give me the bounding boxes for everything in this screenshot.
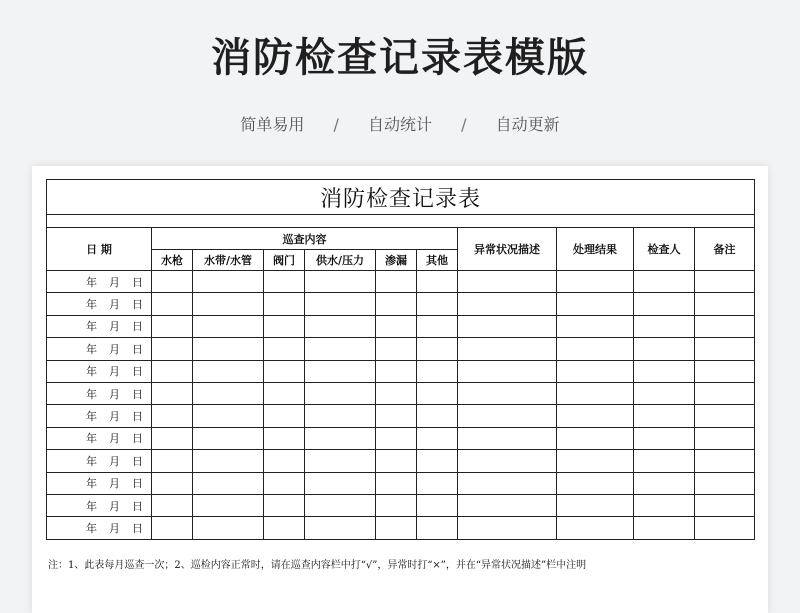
table-cell[interactable] xyxy=(376,360,417,382)
date-cell[interactable] xyxy=(47,315,152,337)
date-cell[interactable] xyxy=(47,360,152,382)
table-cell[interactable] xyxy=(264,360,305,382)
table-row xyxy=(47,338,755,360)
table-cell[interactable] xyxy=(305,271,376,293)
table-cell[interactable] xyxy=(305,450,376,472)
date-unit-month: 月 xyxy=(109,275,120,289)
inspection-record-table xyxy=(46,179,755,540)
header-date: 日 期 xyxy=(47,228,152,271)
table-cell[interactable] xyxy=(264,315,305,337)
date-unit-month: 月 xyxy=(109,387,120,401)
table-cell[interactable] xyxy=(458,494,557,516)
table-cell[interactable] xyxy=(264,472,305,494)
table-cell[interactable] xyxy=(695,494,755,516)
date-cell[interactable] xyxy=(47,405,152,427)
date-unit-day: 日 xyxy=(132,365,143,379)
table-row xyxy=(47,293,755,315)
table-cell[interactable] xyxy=(264,338,305,360)
date-unit-year: 年 xyxy=(86,275,97,289)
table-cell[interactable] xyxy=(193,427,264,449)
table-cell[interactable] xyxy=(695,382,755,404)
date-cell[interactable] xyxy=(47,472,152,494)
table-cell[interactable] xyxy=(193,382,264,404)
date-unit-year: 年 xyxy=(86,521,97,535)
table-cell[interactable] xyxy=(376,472,417,494)
date-unit-month: 月 xyxy=(109,499,120,513)
table-cell[interactable] xyxy=(376,427,417,449)
table-cell[interactable] xyxy=(634,427,695,449)
date-unit-year: 年 xyxy=(86,432,97,446)
date-unit-month: 月 xyxy=(109,298,120,312)
header-handling-result: 处理结果 xyxy=(557,228,634,271)
table-cell[interactable] xyxy=(458,338,557,360)
table-cell[interactable] xyxy=(695,517,755,539)
table-cell[interactable] xyxy=(458,360,557,382)
table-cell[interactable] xyxy=(264,271,305,293)
blank-row xyxy=(47,215,755,228)
table-cell[interactable] xyxy=(557,293,634,315)
table-cell[interactable] xyxy=(193,494,264,516)
table-cell[interactable] xyxy=(695,315,755,337)
table-cell[interactable] xyxy=(152,315,193,337)
table-row xyxy=(47,315,755,337)
date-cell[interactable] xyxy=(47,293,152,315)
feature-auto-stats: 自动统计 xyxy=(367,115,432,134)
table-row xyxy=(47,405,755,427)
table-cell[interactable] xyxy=(458,315,557,337)
table-cell[interactable] xyxy=(634,271,695,293)
table-cell[interactable] xyxy=(152,517,193,539)
header-inspection-content: 巡查内容 xyxy=(152,228,458,250)
table-cell[interactable] xyxy=(193,315,264,337)
separator: / xyxy=(461,115,467,134)
table-row xyxy=(47,472,755,494)
table-cell[interactable] xyxy=(557,315,634,337)
date-unit-year: 年 xyxy=(86,298,97,312)
table-cell[interactable] xyxy=(695,472,755,494)
date-unit-day: 日 xyxy=(132,477,143,491)
date-cell[interactable] xyxy=(47,338,152,360)
table-cell[interactable] xyxy=(305,382,376,404)
date-unit-day: 日 xyxy=(132,342,143,356)
table-cell[interactable] xyxy=(458,293,557,315)
date-unit-month: 月 xyxy=(109,521,120,535)
table-cell[interactable] xyxy=(557,472,634,494)
table-cell[interactable] xyxy=(417,293,458,315)
date-unit-day: 日 xyxy=(132,454,143,468)
date-unit-month: 月 xyxy=(109,365,120,379)
table-cell[interactable] xyxy=(695,427,755,449)
table-cell[interactable] xyxy=(557,427,634,449)
table-cell[interactable] xyxy=(264,494,305,516)
table-cell[interactable] xyxy=(264,405,305,427)
date-unit-year: 年 xyxy=(86,320,97,334)
header-inspector: 检查人 xyxy=(634,228,695,271)
table-cell[interactable] xyxy=(557,517,634,539)
table-row xyxy=(47,517,755,539)
table-cell[interactable] xyxy=(193,271,264,293)
header-other: 其他 xyxy=(417,250,458,271)
table-cell[interactable] xyxy=(193,338,264,360)
table-cell[interactable] xyxy=(634,405,695,427)
date-unit-day: 日 xyxy=(132,410,143,424)
table-cell[interactable] xyxy=(458,405,557,427)
table-cell[interactable] xyxy=(193,517,264,539)
table-cell[interactable] xyxy=(193,450,264,472)
table-cell[interactable] xyxy=(417,338,458,360)
header-valve: 阀门 xyxy=(264,250,305,271)
table-cell[interactable] xyxy=(376,450,417,472)
date-unit-year: 年 xyxy=(86,365,97,379)
table-cell[interactable] xyxy=(152,494,193,516)
date-unit-day: 日 xyxy=(132,499,143,513)
date-cell[interactable] xyxy=(47,382,152,404)
table-cell[interactable] xyxy=(417,517,458,539)
feature-tagline xyxy=(0,112,800,138)
table-cell[interactable] xyxy=(634,293,695,315)
table-cell[interactable] xyxy=(264,293,305,315)
table-cell[interactable] xyxy=(152,405,193,427)
table-cell[interactable] xyxy=(305,293,376,315)
table-cell[interactable] xyxy=(557,360,634,382)
table-cell[interactable] xyxy=(695,293,755,315)
table-cell[interactable] xyxy=(305,405,376,427)
table-cell[interactable] xyxy=(634,382,695,404)
date-unit-month: 月 xyxy=(109,432,120,446)
table-cell[interactable] xyxy=(305,315,376,337)
table-cell[interactable] xyxy=(152,450,193,472)
table-cell[interactable] xyxy=(417,315,458,337)
table-cell[interactable] xyxy=(458,517,557,539)
table-cell[interactable] xyxy=(152,382,193,404)
table-cell[interactable] xyxy=(305,427,376,449)
table-cell[interactable] xyxy=(376,382,417,404)
table-cell[interactable] xyxy=(557,382,634,404)
date-unit-year: 年 xyxy=(86,387,97,401)
date-cell[interactable] xyxy=(47,517,152,539)
table-cell[interactable] xyxy=(634,338,695,360)
table-cell[interactable] xyxy=(264,427,305,449)
date-cell[interactable] xyxy=(47,271,152,293)
date-unit-year: 年 xyxy=(86,454,97,468)
table-cell[interactable] xyxy=(634,517,695,539)
date-unit-month: 月 xyxy=(109,410,120,424)
date-unit-year: 年 xyxy=(86,410,97,424)
header-hose: 水带/水管 xyxy=(193,250,264,271)
table-cell[interactable] xyxy=(193,472,264,494)
table-row xyxy=(47,450,755,472)
footnote: 注：1、此表每月巡查一次；2、巡检内容正常时，请在巡查内容栏中打“√”，异常时打“×”，并在“异常状况描述”栏中注明 xyxy=(48,560,587,571)
table-cell[interactable] xyxy=(695,450,755,472)
table-cell[interactable] xyxy=(376,405,417,427)
table-cell[interactable] xyxy=(193,293,264,315)
header-water-gun: 水枪 xyxy=(152,250,193,271)
date-unit-year: 年 xyxy=(86,499,97,513)
date-unit-year: 年 xyxy=(86,342,97,356)
table-cell[interactable] xyxy=(417,450,458,472)
table-cell[interactable] xyxy=(305,338,376,360)
date-unit-month: 月 xyxy=(109,477,120,491)
header-remarks: 备注 xyxy=(695,228,755,271)
table-cell[interactable] xyxy=(152,360,193,382)
table-cell[interactable] xyxy=(152,427,193,449)
table-cell[interactable] xyxy=(557,494,634,516)
table-cell[interactable] xyxy=(557,338,634,360)
date-unit-day: 日 xyxy=(132,298,143,312)
table-cell[interactable] xyxy=(417,382,458,404)
table-cell[interactable] xyxy=(305,494,376,516)
table-cell[interactable] xyxy=(695,405,755,427)
date-unit-month: 月 xyxy=(109,320,120,334)
template-preview xyxy=(32,166,768,613)
table-cell[interactable] xyxy=(695,338,755,360)
date-unit-day: 日 xyxy=(132,432,143,446)
date-unit-day: 日 xyxy=(132,521,143,535)
table-cell[interactable] xyxy=(634,494,695,516)
table-cell[interactable] xyxy=(376,517,417,539)
separator: / xyxy=(333,115,339,134)
table-cell[interactable] xyxy=(417,494,458,516)
table-cell[interactable] xyxy=(376,338,417,360)
page-title: 消防检查记录表模版 xyxy=(211,35,589,81)
table-cell[interactable] xyxy=(458,427,557,449)
table-cell[interactable] xyxy=(305,517,376,539)
table-cell[interactable] xyxy=(193,405,264,427)
table-cell[interactable] xyxy=(458,472,557,494)
header-leakage: 渗漏 xyxy=(376,250,417,271)
date-unit-month: 月 xyxy=(109,342,120,356)
date-unit-day: 日 xyxy=(132,320,143,334)
table-cell[interactable] xyxy=(193,360,264,382)
table-cell[interactable] xyxy=(264,517,305,539)
table-cell[interactable] xyxy=(458,271,557,293)
table-cell[interactable] xyxy=(376,293,417,315)
date-cell[interactable] xyxy=(47,427,152,449)
table-cell[interactable] xyxy=(458,450,557,472)
table-cell[interactable] xyxy=(557,271,634,293)
table-cell[interactable] xyxy=(305,472,376,494)
header-water-pressure: 供水/压力 xyxy=(305,250,376,271)
table-cell[interactable] xyxy=(634,315,695,337)
table-row xyxy=(47,494,755,516)
table-cell[interactable] xyxy=(557,405,634,427)
table-cell[interactable] xyxy=(634,450,695,472)
table-cell[interactable] xyxy=(695,360,755,382)
table-cell[interactable] xyxy=(264,450,305,472)
table-cell[interactable] xyxy=(152,293,193,315)
feature-auto-update: 自动更新 xyxy=(495,115,560,134)
table-cell[interactable] xyxy=(376,271,417,293)
date-cell[interactable] xyxy=(47,494,152,516)
table-cell[interactable] xyxy=(695,271,755,293)
feature-easy-use: 简单易用 xyxy=(240,115,305,134)
date-unit-year: 年 xyxy=(86,477,97,491)
table-cell[interactable] xyxy=(376,494,417,516)
table-cell[interactable] xyxy=(376,315,417,337)
date-unit-month: 月 xyxy=(109,454,120,468)
table-cell[interactable] xyxy=(152,338,193,360)
header-abnormal-description: 异常状况描述 xyxy=(458,228,557,271)
table-cell[interactable] xyxy=(152,472,193,494)
table-cell[interactable] xyxy=(458,382,557,404)
table-cell[interactable] xyxy=(417,360,458,382)
date-unit-day: 日 xyxy=(132,387,143,401)
table-row xyxy=(47,382,755,404)
table-cell[interactable] xyxy=(417,271,458,293)
table-row xyxy=(47,271,755,293)
table-cell[interactable] xyxy=(417,427,458,449)
table-cell[interactable] xyxy=(557,450,634,472)
date-unit-day: 日 xyxy=(132,275,143,289)
date-cell[interactable] xyxy=(47,450,152,472)
table-row xyxy=(47,427,755,449)
table-cell[interactable] xyxy=(417,472,458,494)
table-cell[interactable] xyxy=(264,382,305,404)
sheet-title: 消防检查记录表 xyxy=(47,180,755,215)
table-cell[interactable] xyxy=(417,405,458,427)
table-cell[interactable] xyxy=(305,360,376,382)
table-cell[interactable] xyxy=(634,472,695,494)
table-row xyxy=(47,360,755,382)
table-cell[interactable] xyxy=(634,360,695,382)
table-cell[interactable] xyxy=(152,271,193,293)
